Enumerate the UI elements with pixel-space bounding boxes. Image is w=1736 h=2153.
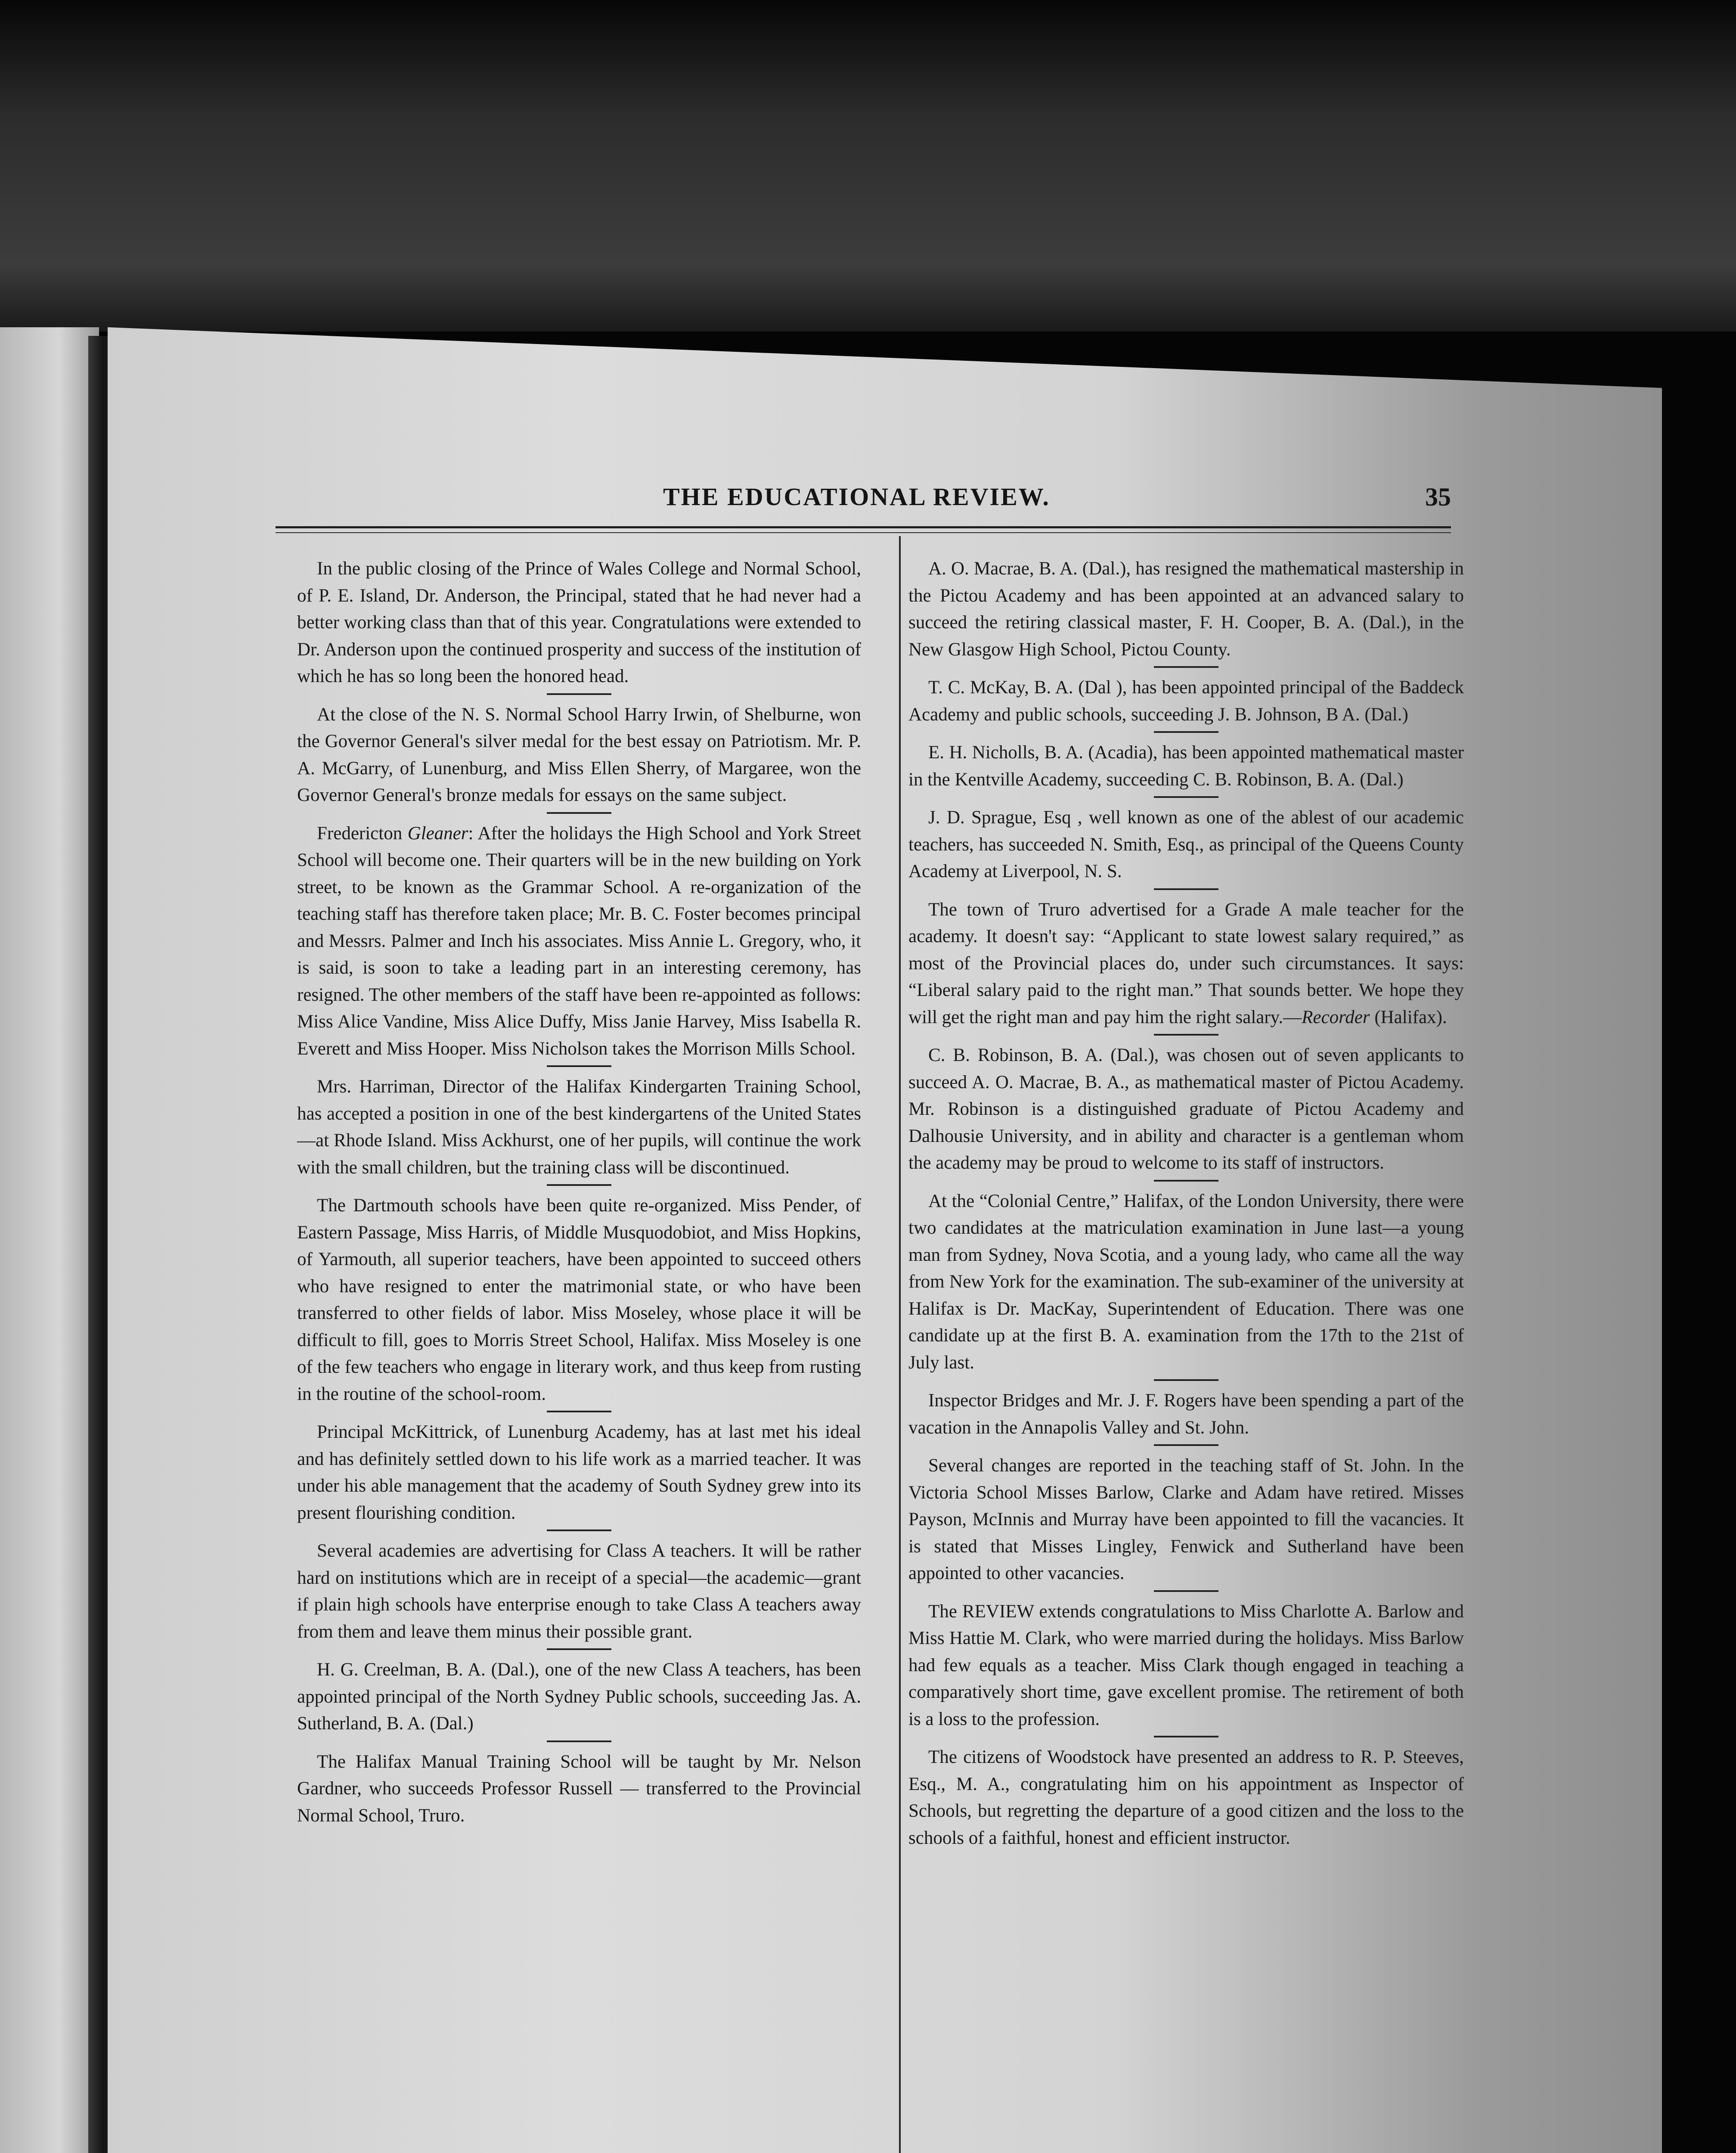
news-item — [297, 555, 861, 690]
item-separator — [1154, 1444, 1218, 1446]
news-item — [908, 1598, 1464, 1733]
news-text: Gleaner — [407, 823, 468, 844]
news-item — [297, 1073, 861, 1181]
news-text: Fredericton — [317, 823, 408, 844]
item-separator — [547, 1529, 611, 1531]
news-text: Several changes are reported in the teaching staff of St. John. In the Victoria School Misses Barlow, Clarke and Adam have retired. Misses Payson, McInnis and Murray have been appointed to fill the vacancies. It is stated that Misses Lingley, Fenwick and Sutherland have been appointed to other vacancies. — [908, 1455, 1464, 1583]
header-rule — [276, 526, 1451, 528]
page-number: 35 — [1425, 483, 1451, 511]
item-separator — [1154, 796, 1218, 798]
item-separator — [1154, 731, 1218, 733]
news-text: At the “Colonial Centre,” Halifax, of the London University, there were two candidates at the matriculation examination in June last—a young man from Sydney, Nova Scotia, and a young lady, who came all the way from New York for the examination. The sub-examiner of the university at Halifax is Dr. MacKay, Superintendent of Education. There was one candidate up at the first B. A. examination from the 17th to the 21st of July last. — [908, 1191, 1464, 1373]
news-text: E. H. Nicholls, B. A. (Acadia), has been appointed mathematical master in the Kentville Academy, succeeding C. B. Robinson, B. A. (Dal.) — [908, 742, 1464, 790]
item-separator — [1154, 1590, 1218, 1592]
news-item — [908, 674, 1464, 728]
item-separator — [547, 1411, 611, 1412]
news-text: At the close of the N. S. Normal School Harry Irwin, of Shelburne, won the Governor General's silver medal for the best essay on Patriotism. Mr. P. A. McGarry, of Lunenburg, and Miss Ellen Sherry, of Margaree, won the Governor General's bronze medals for essays on the same subject. — [297, 704, 861, 805]
news-text: Recorder — [1302, 1007, 1370, 1027]
news-text: The town of Truro advertised for a Grade A male teacher for the academy. It doesn't say: “Applicant to state lowest salary required,” as most of the Provincial places do, under such circumstances. It says: “Liberal salary paid to the right man.” That sounds better. We hope they will get the right man and pay him the right salary.— — [908, 899, 1464, 1027]
film-frame-top — [0, 0, 1736, 112]
item-separator — [1154, 1379, 1218, 1381]
item-separator — [1154, 888, 1218, 890]
running-head: THE EDUCATIONAL REVIEW. — [663, 483, 1050, 511]
news-item — [297, 1657, 861, 1737]
news-item — [908, 1452, 1464, 1587]
news-item — [908, 739, 1464, 793]
facing-page-edge — [0, 327, 99, 2153]
news-item — [297, 1749, 861, 1830]
column-divider — [899, 536, 901, 2153]
item-separator — [547, 1648, 611, 1650]
news-text: H. G. Creelman, B. A. (Dal.), one of the new Class A teachers, has been appointed principal of the North Sydney Public schools, succeeding Jas. A. Sutherland, B. A. (Dal.) — [297, 1660, 861, 1734]
news-text: Principal McKittrick, of Lunenburg Academy, has at last met his ideal and has definitely settled down to his life work as a married teacher. It was under his able management that the academy of South Sydney grew into its present flourishing condition. — [297, 1422, 861, 1523]
news-item — [908, 1042, 1464, 1177]
news-text: (Halifax). — [1370, 1007, 1447, 1027]
header-rule-thin — [276, 532, 1451, 533]
news-item — [908, 1387, 1464, 1441]
item-separator — [1154, 666, 1218, 668]
item-separator — [1154, 1736, 1218, 1737]
item-separator — [547, 1065, 611, 1067]
news-item — [297, 701, 861, 809]
news-text: T. C. McKay, B. A. (Dal ), has been appointed principal of the Baddeck Academy and public schools, succeeding J. B. Johnson, B A. (Dal.) — [908, 677, 1464, 725]
news-text: Inspector Bridges and Mr. J. F. Rogers have been spending a part of the vacation in the Annapolis Valley and St. John. — [908, 1390, 1464, 1438]
news-text: : After the holidays the High School and York Street School will become one. Their quarters will be in the new building on York street, to be known as the Grammar School. A re-organization of the teaching staff has therefore taken place; Mr. B. C. Foster becomes principal and Messrs. Palmer and Inch his associates. Miss Annie L. Gregory, who, it is said, is soon to take a leading part in an interesting ceremony, has resigned. The other members of the staff have been re-appointed as follows: Miss Alice Vandine, Miss Alice Duffy, Miss Janie Harvey, Miss Isabella R. Everett and Miss Hooper. Miss Nicholson takes the Morrison Mills School. — [297, 823, 861, 1059]
news-text: C. B. Robinson, B. A. (Dal.), was chosen out of seven applicants to succeed A. O. Macrae, B. A., as mathematical master of Pictou Academy. Mr. Robinson is a distinguished graduate of Pictou Academy and Dalhousie University, and in ability and character is a gentleman whom the academy may be proud to welcome to its staff of instructors. — [908, 1045, 1464, 1173]
item-separator — [547, 1184, 611, 1186]
news-text: The citizens of Woodstock have presented an address to R. P. Steeves, Esq., M. A., congratulating him on his appointment as Inspector of Schools, but regretting the departure of a good citizen and the loss to the schools of a faithful, honest and efficient instructor. — [908, 1747, 1464, 1848]
news-item — [297, 1419, 861, 1526]
item-separator — [547, 693, 611, 695]
item-separator — [547, 812, 611, 814]
news-text: The REVIEW extends congratulations to Miss Charlotte A. Barlow and Miss Hattie M. Clark, who were married during the holidays. Miss Barlow had few equals as a teacher. Miss Clark though engaged in teaching a comparatively short time, gave excellent promise. The retirement of both is a loss to the profession. — [908, 1601, 1464, 1729]
news-item — [297, 1192, 861, 1408]
news-text: J. D. Sprague, Esq , well known as one of the ablest of our academic teachers, has succeeded N. Smith, Esq., as principal of the Queens County Academy at Liverpool, N. S. — [908, 807, 1464, 881]
news-text: Several academies are advertising for Class A teachers. It will be rather hard on institutions which are in receipt of a special—the academic—grant if plain high schools have enterprise enough to take Class A teachers away from them and leave them minus their possible grant. — [297, 1541, 861, 1642]
news-text: The Dartmouth schools have been quite re-organized. Miss Pender, of Eastern Passage, Miss Harris, of Middle Musquodobiot, and Miss Hopkins, of Yarmouth, all superior teachers, have been appointed to succeed others who have resigned to enter the matrimonial state, or who have been transferred to other fields of labor. Miss Moseley, whose place it will be difficult to fill, goes to Morris Street School, Halifax. Miss Moseley is one of the few teachers who engage in literary work, and thus keep from rusting in the routine of the school-room. — [297, 1195, 861, 1404]
news-item — [908, 555, 1464, 663]
news-text: Mrs. Harriman, Director of the Halifax Kindergarten Training School, has accepted a position in one of the best kindergartens of the United States—at Rhode Island. Miss Ackhurst, one of her pupils, will continue the work with the small children, but the training class will be discontinued. — [297, 1076, 861, 1178]
page-header — [276, 482, 1451, 521]
news-text: In the public closing of the Prince of Wales College and Normal School, of P. E. Island, Dr. Anderson, the Principal, stated that he had never had a better working class than that of this year. Congratulations were extended to Dr. Anderson upon the continued prosperity and success of the institution of which he has so long been the honored head. — [297, 558, 861, 686]
film-frame-band — [0, 108, 1736, 332]
news-text: The Halifax Manual Training School will be taught by Mr. Nelson Gardner, who succeeds Professor Russell — transferred to the Provincial Normal School, Truro. — [297, 1751, 861, 1826]
item-separator — [1154, 1034, 1218, 1036]
news-item — [908, 897, 1464, 1031]
news-item — [297, 1538, 861, 1645]
news-item — [908, 1744, 1464, 1852]
item-separator — [547, 1740, 611, 1742]
news-item — [908, 804, 1464, 885]
item-separator — [1154, 1180, 1218, 1182]
left-column — [297, 555, 861, 1829]
news-item — [908, 1188, 1464, 1377]
right-column — [908, 555, 1464, 1852]
news-item — [297, 820, 861, 1063]
news-text: A. O. Macrae, B. A. (Dal.), has resigned the mathematical mastership in the Pictou Academy and has been appointed at an advanced salary to succeed the retiring classical master, F. H. Cooper, B. A. (Dal.), in the New Glasgow High School, Pictou County. — [908, 558, 1464, 660]
